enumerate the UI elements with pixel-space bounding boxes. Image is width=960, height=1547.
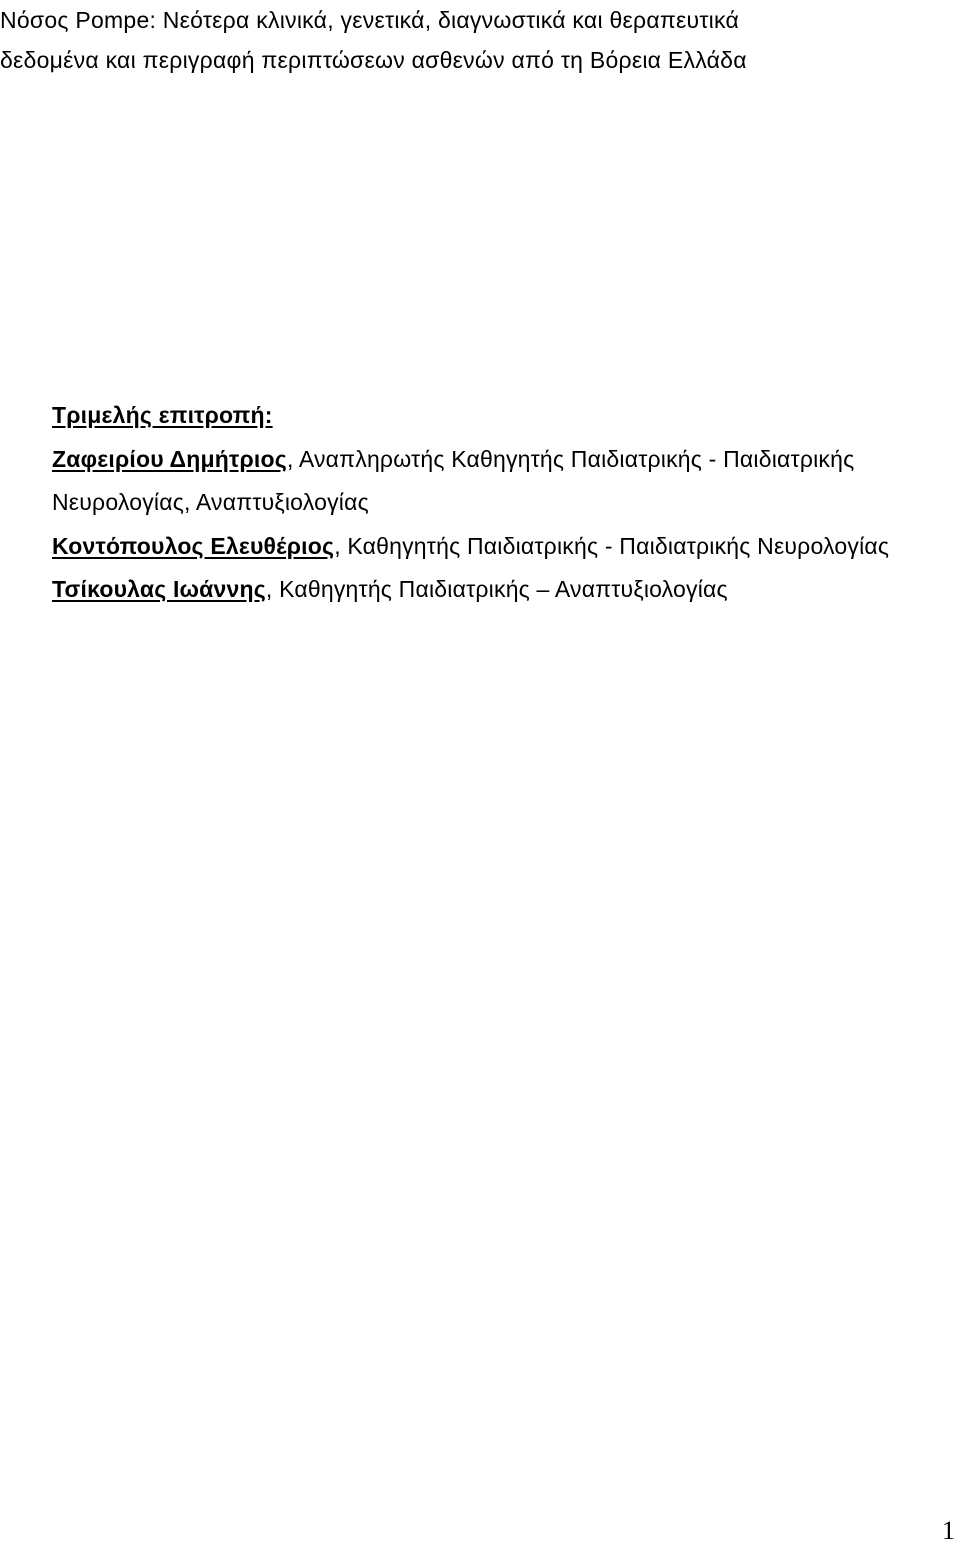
committee-member-1 (52, 438, 952, 525)
committee-section (52, 394, 952, 612)
committee-member-3 (52, 568, 952, 612)
member-title-1: , Αναπληρωτής Καθηγητής Παιδιατρικής - Παιδιατρικής Νευρολογίας, Αναπτυξιολογίας (52, 445, 855, 515)
member-title-3: , Καθηγητής Παιδιατρικής – Αναπτυξιολογίας (265, 576, 728, 602)
title-line-1: Νόσος Pompe: Νεότερα κλινικά, γενετικά, διαγνωστικά και θεραπευτικά (0, 7, 740, 33)
committee-heading (52, 394, 952, 438)
member-title-2: , Καθηγητής Παιδιατρικής - Παιδιατρικής Νευρολογίας (334, 532, 890, 559)
title-line-2: δεδομένα και περιγραφή περιπτώσεων ασθενών από τη Βόρεια Ελλάδα (0, 47, 747, 73)
committee-member-2 (52, 525, 952, 569)
member-name-3: Τσίκουλας Ιωάννης (52, 576, 266, 602)
member-name-2: Κοντόπουλος Ελευθέριος (52, 532, 335, 559)
committee-heading-text: Τριμελής επιτροπή: (52, 402, 273, 428)
document-title (0, 0, 960, 80)
page-number: 1 (942, 1516, 955, 1545)
member-name-1: Ζαφειρίου Δημήτριος (52, 445, 287, 472)
